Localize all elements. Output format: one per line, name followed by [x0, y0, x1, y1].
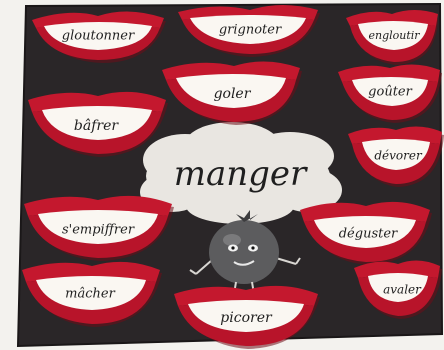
word-devorer: dévorer — [374, 148, 422, 163]
word-sempiffrer: s'empiffrer — [61, 222, 135, 238]
word-picorer: picorer — [220, 310, 272, 326]
word-deguster: déguster — [338, 226, 398, 242]
word-goler: goler — [213, 86, 251, 102]
word-gouter: goûter — [368, 84, 412, 100]
word-engloutir: engloutir — [368, 29, 420, 42]
word-avaler: avaler — [383, 282, 421, 297]
word-gloutonner: gloutonner — [61, 28, 135, 44]
word-bafrer: bâfrer — [73, 118, 119, 134]
word-macher: mâcher — [65, 286, 115, 302]
center-word: manger — [173, 154, 307, 194]
word-grignoter: grignoter — [218, 22, 282, 38]
